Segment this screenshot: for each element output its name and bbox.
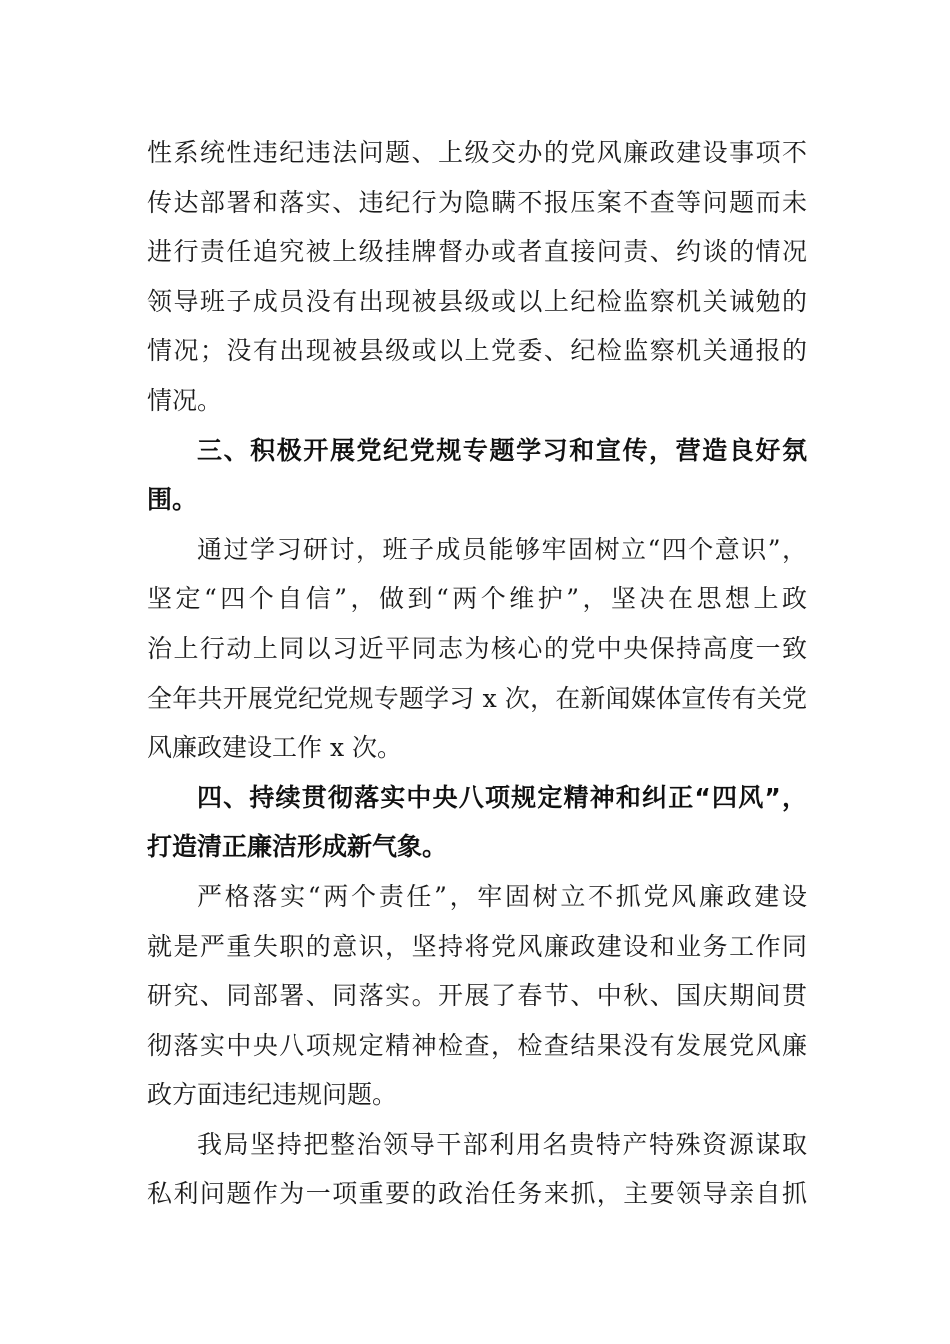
paragraph-line: 就是严重失职的意识，坚持将党风廉政建设和业务工作同 <box>147 931 807 961</box>
paragraph-line: 我局坚持把整治领导干部利用名贵特产特殊资源谋取 <box>197 1129 807 1159</box>
section-heading-line: 打造清正廉洁形成新气象。 <box>147 832 448 862</box>
paragraph-line: 治上行动上同以习近平同志为核心的党中央保持高度一致 <box>147 633 807 663</box>
paragraph-line: 严格落实“两个责任”，牢固树立不抓党风廉政建设 <box>197 881 807 911</box>
section-heading-line: 四、持续贯彻落实中央八项规定精神和纠正“四风”， <box>197 782 807 812</box>
paragraph-line: 通过学习研讨，班子成员能够牢固树立“四个意识”， <box>197 534 807 564</box>
paragraph-line: 传达部署和落实、违纪行为隐瞒不报压案不查等问题而未 <box>147 187 807 217</box>
paragraph-line: 性系统性违纪违法问题、上级交办的党风廉政建设事项不 <box>147 138 807 167</box>
paragraph-line: 研究、同部署、同落实。开展了春节、中秋、国庆期间贯 <box>147 981 807 1011</box>
paragraph-line: 风廉政建设工作 x 次。 <box>147 733 402 763</box>
section-heading-line: 围。 <box>147 485 198 515</box>
section-heading-line: 三、积极开展党纪党规专题学习和宣传，营造良好氛 <box>197 435 807 465</box>
document-body <box>147 128 807 1219</box>
paragraph-line: 彻落实中央八项规定精神检查，检查结果没有发展党风廉 <box>147 1030 807 1060</box>
paragraph-line: 私利问题作为一项重要的政治任务来抓，主要领导亲自抓 <box>147 1179 807 1209</box>
paragraph-line: 全年共开展党纪党规专题学习 x 次，在新闻媒体宣传有关党 <box>147 683 807 713</box>
paragraph-line: 进行责任追究被上级挂牌督办或者直接问责、约谈的情况 <box>147 237 807 267</box>
paragraph-line: 情况。 <box>147 385 223 415</box>
paragraph-line: 坚定“四个自信”，做到“两个维护”，坚决在思想上政 <box>147 584 807 614</box>
paragraph-line: 政方面违纪违规问题。 <box>147 1080 398 1110</box>
paragraph-line: 领导班子成员没有出现被县级或以上纪检监察机关诫勉的 <box>147 286 807 316</box>
paragraph-line: 情况；没有出现被县级或以上党委、纪检监察机关通报的 <box>147 336 807 366</box>
